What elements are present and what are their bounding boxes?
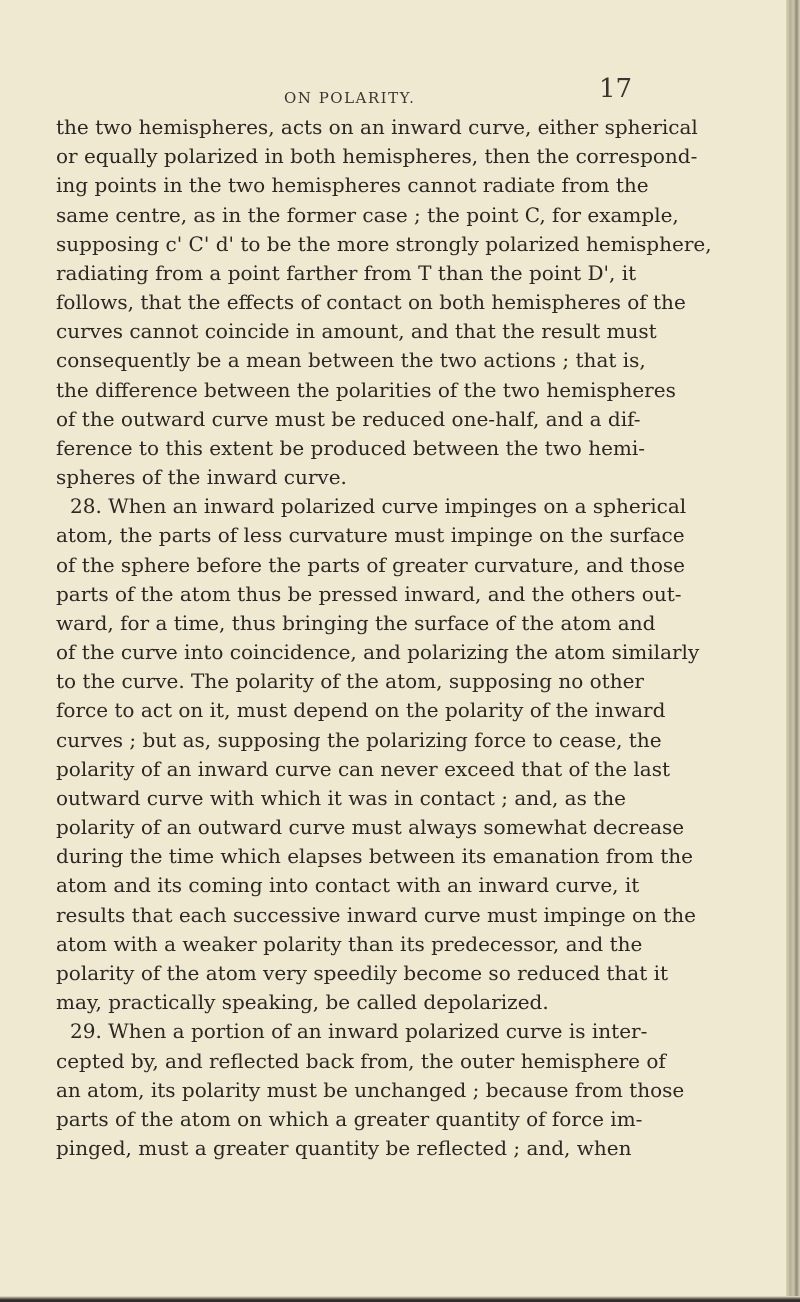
page-bottom-edge bbox=[0, 1296, 800, 1302]
body-text bbox=[56, 113, 712, 1163]
text-line: pinged, must a greater quantity be reflected ; and, when bbox=[56, 1136, 632, 1161]
paragraph-28-start: 28. When an inward polarized curve impinges on a spherical bbox=[70, 494, 687, 519]
text-line: ference to this extent be produced between the two hemi- bbox=[56, 435, 646, 460]
text-line: results that each successive inward curve must impinge on the bbox=[56, 902, 696, 927]
text-line: or equally polarized in both hemispheres, then the correspond- bbox=[56, 144, 698, 169]
text-line: the difference between the polarities of the two hemispheres bbox=[56, 377, 676, 402]
running-head: ON POLARITY. bbox=[284, 89, 416, 107]
text-line: spheres of the inward curve. bbox=[56, 465, 347, 490]
text-line: atom and its coming into contact with an inward curve, it bbox=[56, 873, 640, 898]
text-line: the two hemispheres, acts on an inward curve, either spherical bbox=[56, 115, 698, 139]
text-line: curves cannot coincide in amount, and that the result must bbox=[56, 319, 657, 344]
text-line: atom with a weaker polarity than its predecessor, and the bbox=[56, 931, 643, 956]
text-line: cepted by, and reflected back from, the outer hemisphere of bbox=[56, 1048, 666, 1073]
text-line: same centre, as in the former case ; the point C, for example, bbox=[56, 202, 679, 227]
text-line: polarity of the atom very speedily become so reduced that it bbox=[56, 960, 669, 985]
text-line: ing points in the two hemispheres cannot radiate from the bbox=[56, 173, 649, 198]
text-line: of the curve into coincidence, and polarizing the atom similarly bbox=[56, 640, 700, 665]
text-line: atom, the parts of less curvature must impinge on the surface bbox=[56, 523, 685, 548]
text-line: curves ; but as, supposing the polarizing force to cease, the bbox=[56, 727, 662, 752]
text-line: may, practically speaking, be called depolarized. bbox=[56, 990, 549, 1015]
text-line: outward curve with which it was in contact ; and, as the bbox=[56, 785, 626, 810]
page-edge bbox=[786, 0, 800, 1302]
text-line: consequently be a mean between the two actions ; that is, bbox=[56, 348, 646, 373]
text-line: polarity of an outward curve must always somewhat decrease bbox=[56, 815, 685, 840]
text-line: polarity of an inward curve can never exceed that of the last bbox=[56, 756, 671, 781]
text-line: force to act on it, must depend on the polarity of the inward bbox=[56, 698, 666, 723]
text-line: of the outward curve must be reduced one-half, and a dif- bbox=[56, 406, 641, 431]
text-line: follows, that the effects of contact on both hemispheres of the bbox=[56, 290, 686, 315]
page-number: 17 bbox=[599, 74, 633, 104]
text-line: parts of the atom on which a greater quantity of force im- bbox=[56, 1106, 643, 1131]
text-line: an atom, its polarity must be unchanged ; because from those bbox=[56, 1077, 685, 1102]
text-line: parts of the atom thus be pressed inward, and the others out- bbox=[56, 581, 682, 606]
paragraph-29-start: 29. When a portion of an inward polarized curve is inter- bbox=[70, 1019, 648, 1044]
text-line: radiating from a point farther from T than the point D', it bbox=[56, 260, 637, 285]
text-line: during the time which elapses between its emanation from the bbox=[56, 844, 693, 869]
text-line: supposing c' C' d' to be the more strongly polarized hemisphere, bbox=[56, 231, 712, 256]
text-line: ward, for a time, thus bringing the surface of the atom and bbox=[56, 610, 656, 635]
text-line: of the sphere before the parts of greater curvature, and those bbox=[56, 552, 685, 577]
text-line: to the curve. The polarity of the atom, supposing no other bbox=[56, 669, 644, 694]
